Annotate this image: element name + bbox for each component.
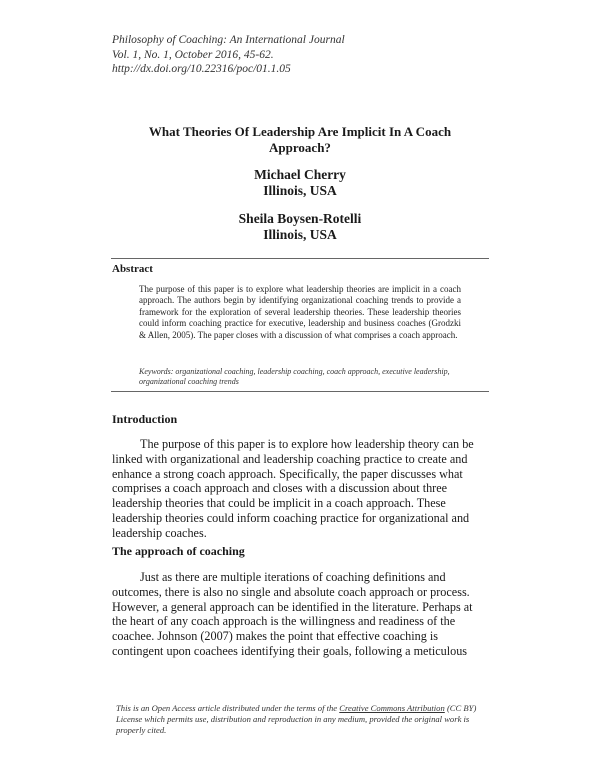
author-block bbox=[150, 167, 450, 199]
journal-issue: Vol. 1, No. 1, October 2016, 45-62. bbox=[112, 48, 274, 61]
paper-title: What Theories Of Leadership Are Implicit In A Coach Approach? bbox=[148, 124, 452, 155]
paragraph-text: Just as there are multiple iterations of coaching definitions and outcomes, there is also no single and absolute coach approach or process. However, a general approach can be identified in the literature. Perhaps at the heart of any coach approach is the willingness and readiness of the coachee. Johnson (2007) makes the point that effective coaching is contingent upon coachees identifying their goals, following a meticulous bbox=[112, 570, 473, 658]
abstract-text: The purpose of this paper is to explore what leadership theories are implicit in a coach approach. The authors begin by identifying organizational coaching trends to provide a framework for the exploration of several leadership theories. These leadership theories could inform coaching practice for executive, leadership and business coaches (Grodzki & Allen, 2005). The paper closes with a discussion of what comprises a coach approach. bbox=[139, 284, 461, 340]
author-block bbox=[150, 211, 450, 243]
journal-header bbox=[112, 33, 345, 77]
paragraph-introduction bbox=[112, 437, 490, 541]
keywords-label: Keywords: bbox=[139, 367, 174, 376]
footer-text-after: (CC BY) License which permits use, distribution and reproduction in any medium, provided the original work is properly cited. bbox=[116, 703, 477, 735]
footer-text-before: This is an Open Access article distributed under the terms of the bbox=[116, 703, 338, 713]
keywords bbox=[139, 367, 461, 387]
divider bbox=[111, 391, 489, 392]
author-name: Sheila Boysen-Rotelli bbox=[238, 211, 362, 226]
author-location: Illinois, USA bbox=[263, 227, 337, 242]
abstract-heading: Abstract bbox=[112, 263, 153, 275]
keywords-list: organizational coaching, leadership coaching, coach approach, executive leadership, organizational coaching trends bbox=[139, 367, 450, 386]
section-heading-introduction: Introduction bbox=[112, 412, 178, 426]
paragraph-text: The purpose of this paper is to explore how leadership theory can be linked with organizational and leadership coaching practice to create and enhance a strong coach approach. Specifically, the paper discusses what comprises a coach approach and closes with a discussion about three leadership theories that could be implicit in a coach approach. These leadership theories could inform coaching practice for organizational and leadership coaches. bbox=[112, 437, 474, 540]
section-heading-approach: The approach of coaching bbox=[112, 544, 245, 558]
author-location: Illinois, USA bbox=[263, 183, 337, 198]
paragraph-approach bbox=[112, 570, 490, 659]
author-name: Michael Cherry bbox=[254, 167, 346, 182]
divider bbox=[111, 258, 489, 259]
journal-doi[interactable]: http://dx.doi.org/10.22316/poc/01.1.05 bbox=[112, 63, 291, 75]
license-link[interactable]: Creative Commons Attribution bbox=[339, 703, 445, 713]
license-footer bbox=[116, 703, 488, 736]
journal-name: Philosophy of Coaching: An International Journal bbox=[112, 34, 345, 46]
